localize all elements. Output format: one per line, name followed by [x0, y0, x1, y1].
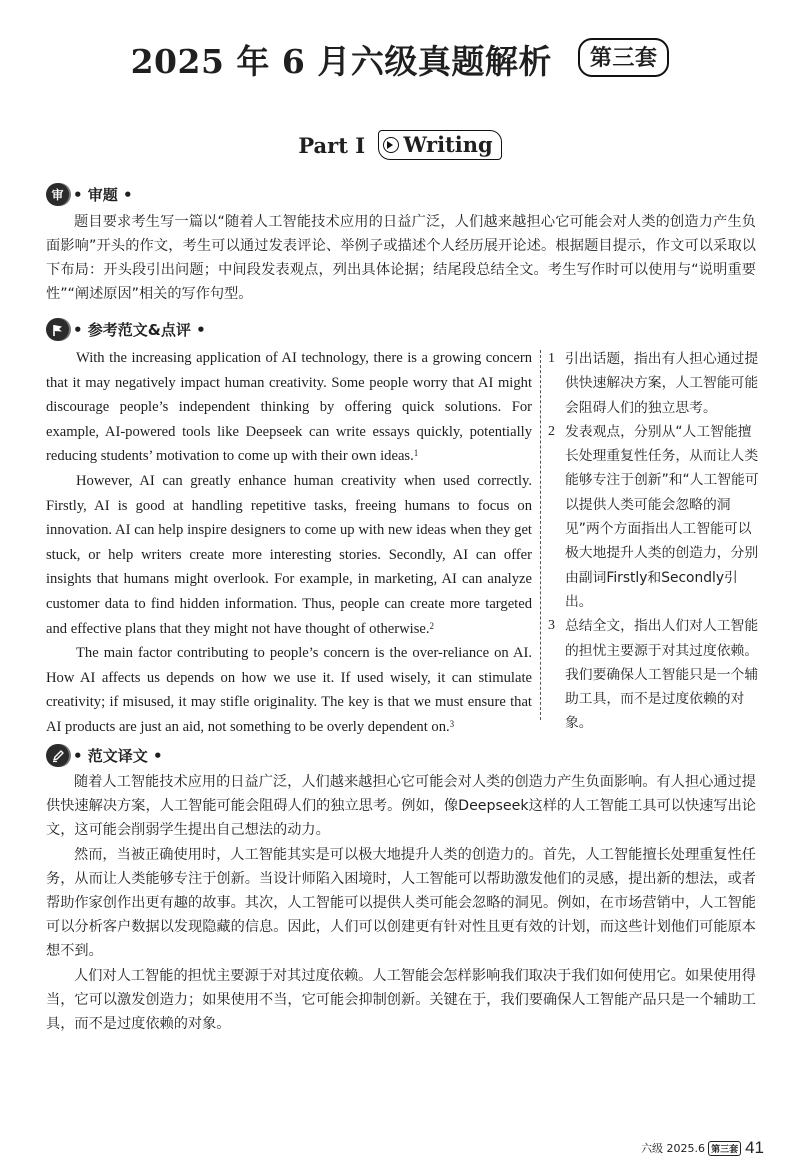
review-icon: 审	[46, 183, 69, 206]
note-mark: 3	[449, 718, 455, 729]
circle-arrow-icon	[383, 137, 399, 153]
part-heading	[0, 130, 800, 160]
note-text: 引出话题，指出有人担心通过提供快速解决方案，人工智能可能会阻碍人们的独立思考。	[565, 351, 759, 416]
note-text: 总结全文，指出人们对人工智能的担忧主要源于对其过度依赖。我们要确保人工智能只是一个辅助工具，而不是过度依赖的对象。	[565, 618, 759, 732]
page-title-row	[0, 36, 800, 83]
note-text: 发表观点，分别从“人工智能擅长处理重复性任务，从而让人类能够专注于创新”和“人工智能可以提供人类可能会忽略的洞见”两个方面指出人工智能可以极大地提升人类的创造力，分别由副词Firstly和Secondly引出。	[565, 423, 759, 610]
page-footer	[641, 1138, 764, 1158]
note-number: 3	[548, 618, 555, 634]
part-label: Part I	[298, 132, 366, 158]
essay-paragraph: However, AI can greatly enhance human creativity when used correctly. Firstly, AI is good at handling repetitive tasks, freeing humans to focus on innovation. AI can help inspire designers to come up with new ideas when they get stuck, or help writers create more interesting stories. Secondly, AI can offer insights that humans might overlook. For example, in marketing, AI can analyze customer data to find hidden information. Thus, people can create more targeted and effective plans that they might not have thought of otherwise.$^2$	[46, 472, 532, 637]
section-review-heading	[46, 183, 133, 206]
essay-paragraph: With the increasing application of AI technology, there is a growing concern that it may negatively impact human creativity. Some people worry that AI might discourage people’s independent thinking by offering quick solutions. For example, AI-powered tools like Deepseek can write essays quickly, potentially reducing students’ motivation to come up with their own ideas.$^1$	[46, 350, 532, 465]
page-number: 41	[745, 1138, 764, 1157]
footer-set-tag: 第三套	[708, 1141, 741, 1156]
essay-paragraph: The main factor contributing to people’s concern is the over-reliance on AI. How AI affects us depends on how we use it. If used wisely, it can stimulate creativity; if misused, it may stifle originality. The key is that we must ensure that AI products are just an aid, not something to be overly dependent on.$^3$	[46, 645, 532, 735]
note-mark: 2	[429, 620, 435, 631]
note-number: 1	[548, 351, 555, 366]
translation-paragraph: 然而，当被正确使用时，人工智能其实是可以极大地提升人类的创造力的。首先，人工智能擅长处理重复性任务，从而让人类能够专注于创新。当设计师陷入困境时，人工智能可以帮助激发他们的灵感，提出新的想法，或者帮助作家创作出更有趣的故事。其次，人工智能可以提供人类可能会忽略的洞见。例如，在市场营销中，人工智能可以分析客户数据以发现隐藏的信息。因此，人们可以创建更有针对性且更有效的计划，而这些计划他们可能原本想不到。	[46, 846, 756, 960]
set-tag: 第三套	[578, 38, 670, 77]
note-item	[548, 347, 760, 420]
review-text: 题目要求考生写一篇以“随着人工智能技术应用的日益广泛，人们越来越担心它可能会对人类的创造力产生负面影响”开头的作文，考生可以通过发表评论、举例子或描述个人经历展开论述。根据题目提示，作文可以采取以下布局：开头段引出问题；中间段发表观点，列出具体论据；结尾段总结全文。考生写作时可以使用与“说明重要性”“阐述原因”相关的写作句型。	[46, 214, 756, 302]
section-review-title: • 审题 •	[73, 186, 133, 204]
note-item	[548, 420, 760, 614]
footer-exam: 六级 2025.6	[641, 1142, 706, 1155]
flag-icon	[46, 318, 69, 341]
note-item	[548, 614, 760, 735]
translation-paragraph: 人们对人工智能的担忧主要源于对其过度依赖。人工智能会怎样影响我们取决于我们如何使用它。如果使用得当，它可以激发创造力；如果使用不当，它可能会抑制创新。关键在于，我们要确保人工智能产品只是一个辅助工具，而不是过度依赖的对象。	[46, 967, 756, 1033]
part-name: Writing	[403, 132, 493, 157]
section-sample-heading	[46, 318, 206, 341]
part-name-box	[378, 130, 501, 160]
note-number: 2	[548, 423, 555, 439]
sample-essay	[46, 346, 532, 740]
page-title: 2025 年 6 月六级真题解析	[130, 42, 552, 81]
section-sample-title: • 参考范文&点评 •	[73, 321, 206, 339]
note-mark: 1	[413, 448, 419, 459]
pen-icon	[46, 744, 69, 767]
translation-text	[46, 770, 756, 1036]
translation-paragraph: 随着人工智能技术应用的日益广泛，人们越来越担心它可能会对人类的创造力产生负面影响。有人担心通过提供快速解决方案，人工智能可能会阻碍人们的独立思考。例如，像Deepseek这样的人工智能工具可以快速写出论文，这可能会削弱学生提出自己想法的动力。	[46, 774, 756, 839]
section-translation-title: • 范文译文 •	[73, 747, 163, 765]
section-translation-heading	[46, 744, 163, 767]
commentary-notes	[548, 347, 760, 736]
notes-divider	[540, 350, 541, 720]
